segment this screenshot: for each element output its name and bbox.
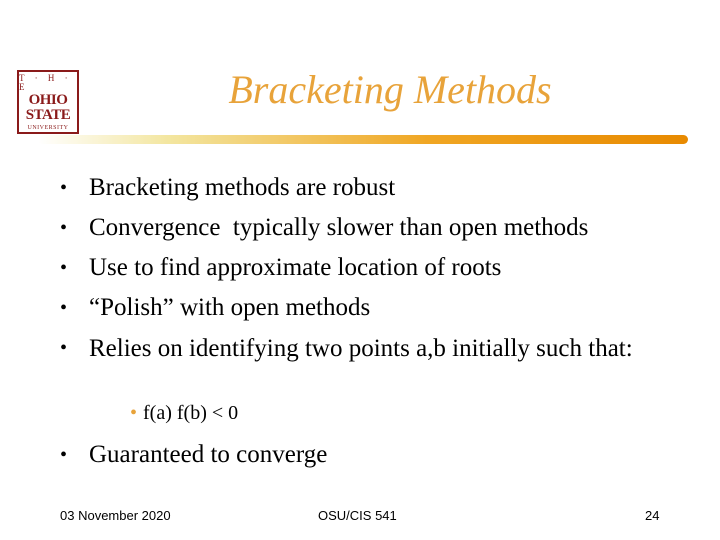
sub-bullet-text: f(a) f(b) < 0: [143, 402, 239, 424]
bullet-item: [60, 248, 680, 288]
footer-date: 03 November 2020: [60, 508, 171, 523]
logo-state-text: STATE: [25, 106, 71, 123]
logo-university-text: UNIVERSITY: [27, 124, 69, 131]
slide-title: Bracketing Methods: [228, 67, 552, 112]
sub-bullet: [130, 402, 238, 425]
logo-the-text: T · H · E: [19, 72, 72, 92]
bullet-text: Convergence typically slower than open methods: [89, 214, 589, 241]
footer-course: OSU/CIS 541: [318, 508, 397, 523]
bullet-dot-icon: •: [60, 297, 68, 319]
bullet-dot-icon: •: [60, 177, 68, 199]
bullet-item: [60, 208, 680, 248]
bullet-text: Guaranteed to converge: [89, 441, 328, 468]
bullet-dot-icon: •: [60, 337, 68, 359]
footer-page-number: 24: [645, 508, 660, 523]
ohio-state-logo: [17, 70, 79, 134]
bullet-item: [60, 168, 680, 208]
bullet-dot-icon: •: [60, 217, 68, 239]
bullet-item-last: [60, 435, 709, 475]
bullet-text: Relies on identifying two points a,b initially such that:: [89, 335, 633, 362]
bullet-dot-icon: •: [60, 257, 68, 279]
bullet-list: [60, 168, 680, 365]
title-divider: [38, 135, 688, 144]
bullet-text: Use to find approximate location of roots: [89, 254, 502, 281]
logo-ohio-text: OHIO: [28, 91, 68, 108]
sub-bullet-dot-icon: •: [130, 402, 138, 424]
bullet-dot-icon: •: [60, 444, 68, 466]
bullet-item: [60, 288, 680, 328]
bullet-item: [60, 332, 649, 365]
bullet-text: Bracketing methods are robust: [89, 174, 396, 201]
bullet-text: “Polish” with open methods: [89, 294, 371, 321]
